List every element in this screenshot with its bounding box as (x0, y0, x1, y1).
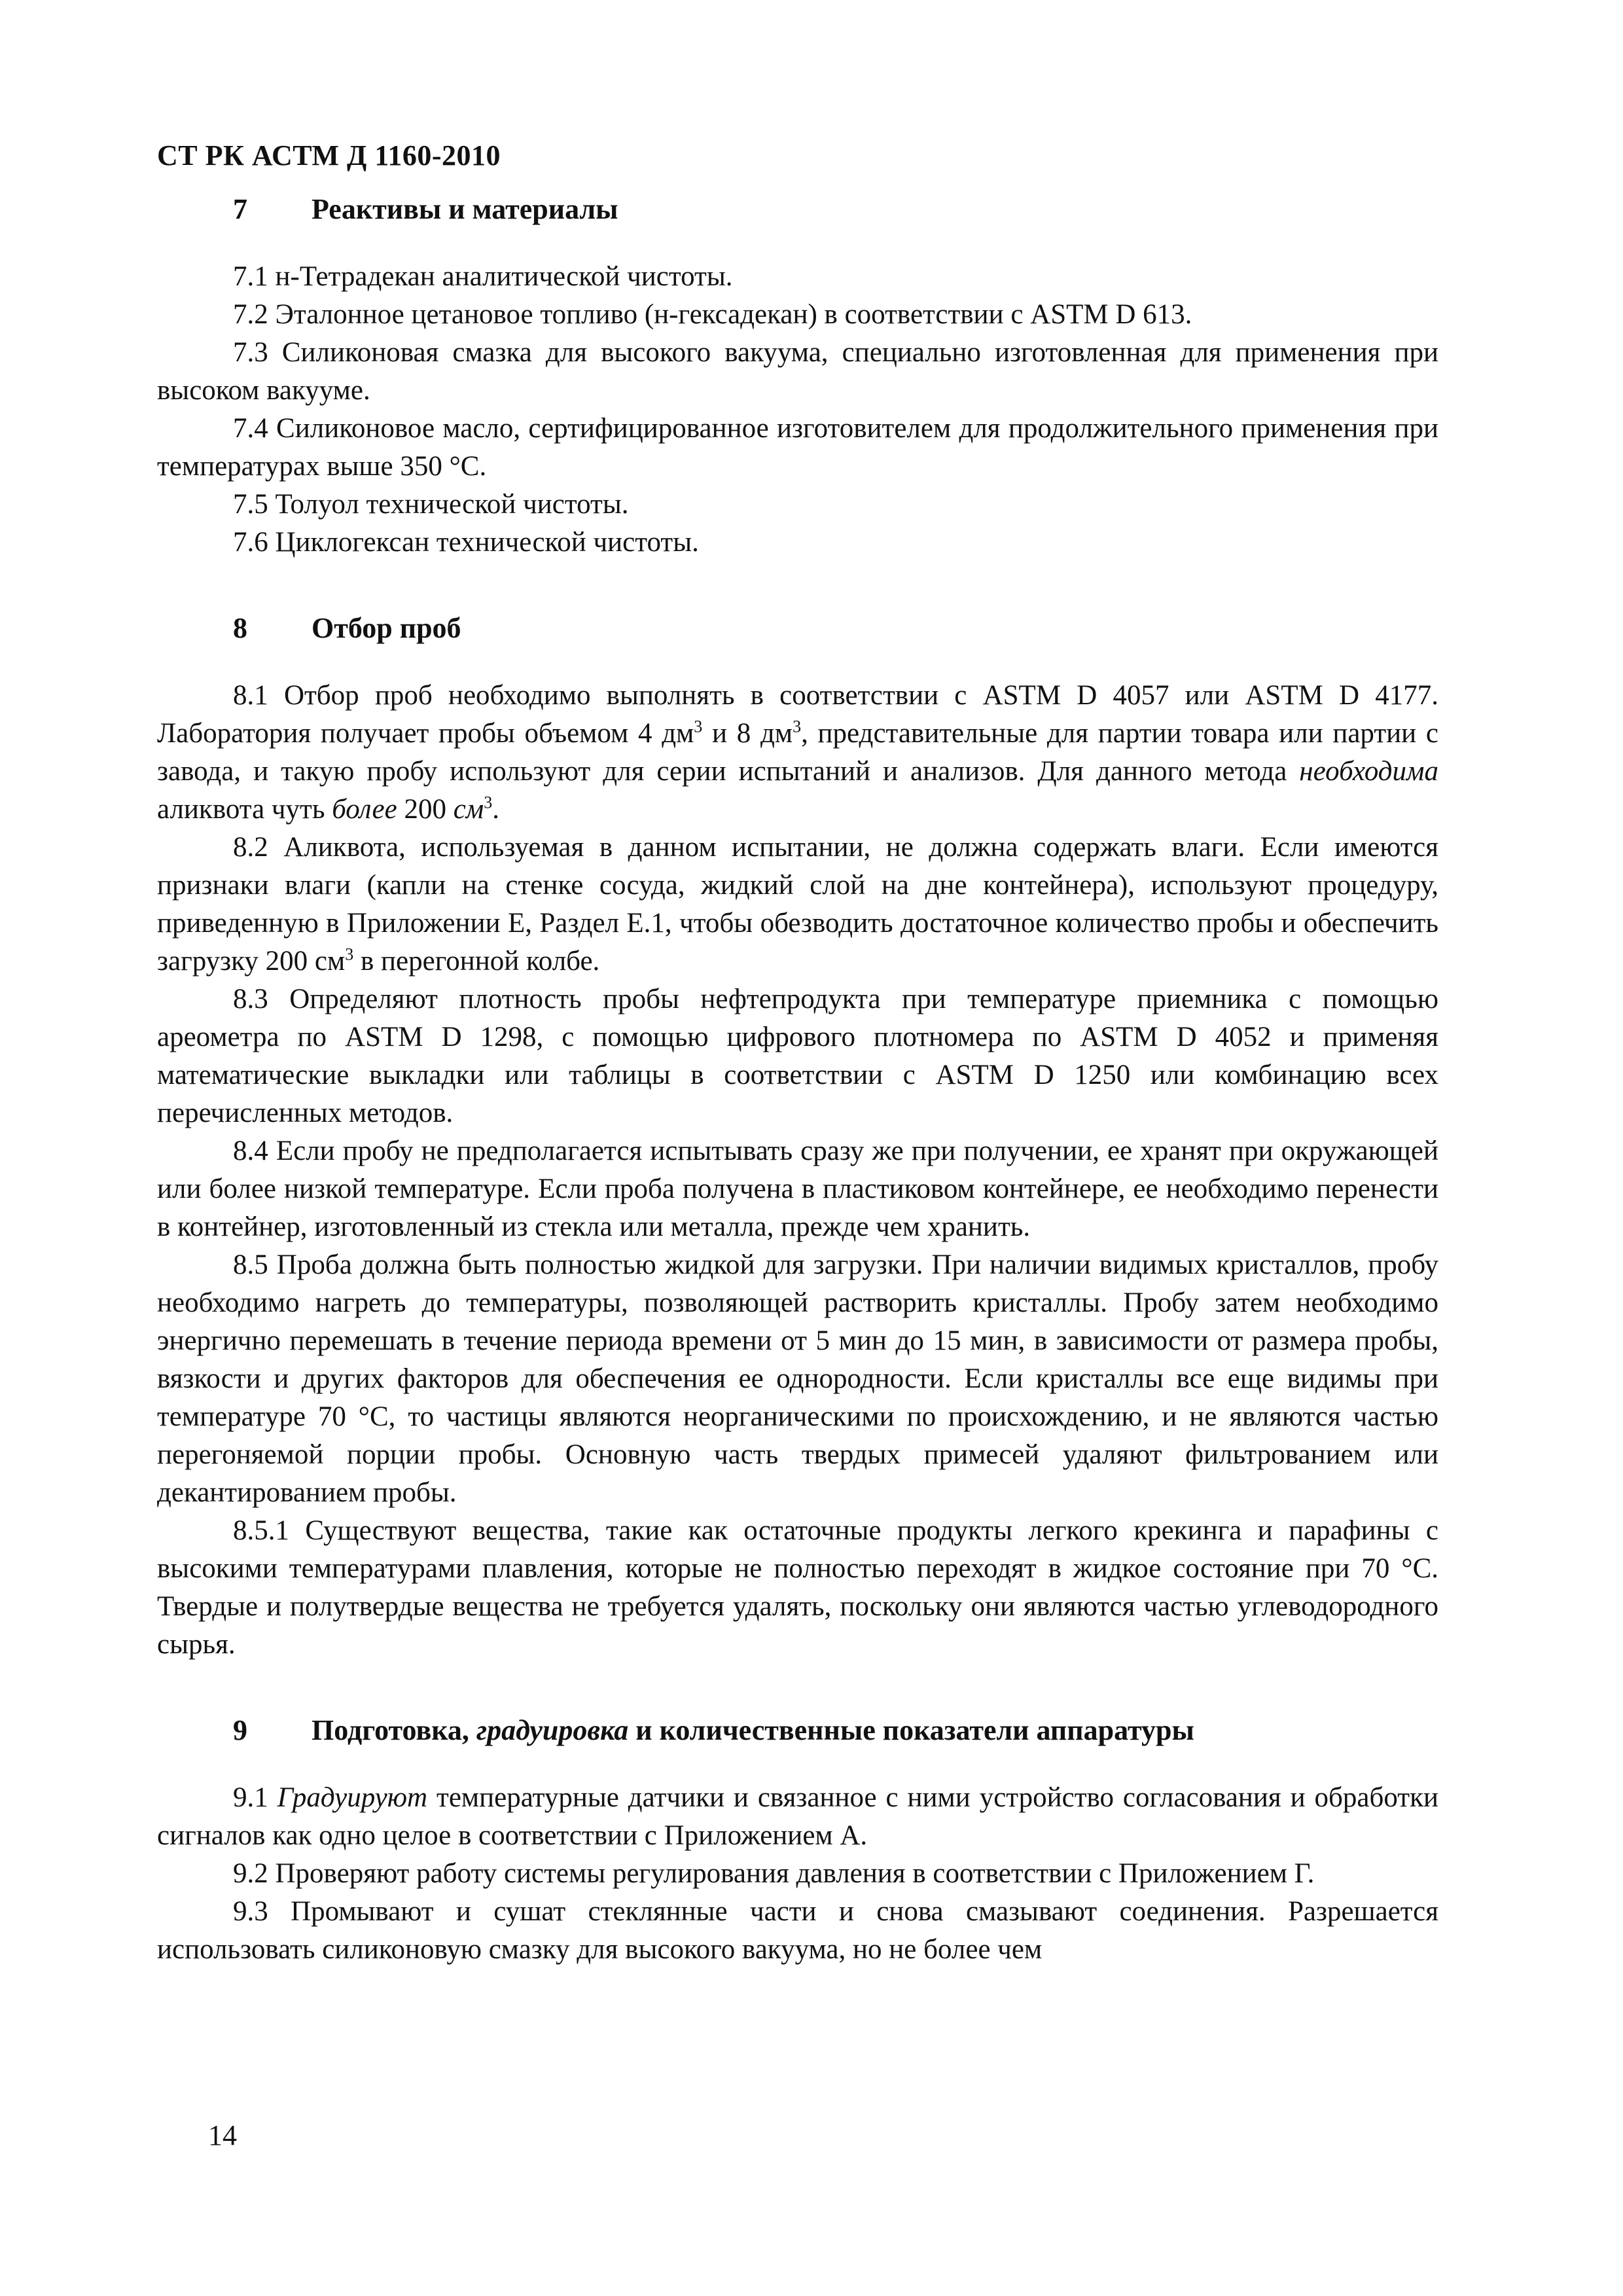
section-title: Подготовка, градуировка и количественные показатели аппаратуры (312, 1714, 1194, 1746)
section-heading-8 (157, 609, 1438, 648)
document-body (157, 190, 1438, 1969)
section-number: 7 (233, 193, 247, 225)
paragraph-8-5: 8.5 Проба должна быть полностью жидкой для загрузки. При наличии видимых кристаллов, пробу необходимо нагреть до температуры, позволяющей растворить кристаллы. Пробу затем необходимо энергично перемешать в течение периода времени от 5 мин до 15 мин, в зависимости от размера пробы, вязкости и других факторов для обеспечения ее однородности. Если кристаллы все еще видимы при температуре 70 °С, то частицы являются неорганическими по происхождению, и не являются частью перегоняемой порции пробы. Основную часть твердых примесей удаляют фильтрованием или декантированием пробы. (157, 1249, 1438, 1508)
paragraph-8-2: 8.2 Аликвота, используемая в данном испытании, не должна содержать влаги. Если имеются признаки влаги (капли на стенке сосуда, жидкий слой на дне контейнера), используют процедуру, приведенную в Приложении Е, Раздел Е.1, чтобы обезводить достаточное количество пробы и обеспечить загрузку 200 $см^3$ в перегонной колбе. (157, 832, 1438, 977)
section-number: 9 (233, 1714, 247, 1746)
paragraph-9-2: 9.2 Проверяют работу системы регулирования давления в соответствии с Приложением Г. (233, 1858, 1315, 1889)
document-code-header: СТ РК АСТМ Д 1160-2010 (157, 139, 501, 171)
section-heading-9 (157, 1711, 1438, 1750)
paragraph-7-2: 7.2 Эталонное цетановое топливо (н-гексадекан) в соответствии с ASTM D 613. (233, 299, 1192, 330)
paragraph-9-3: 9.3 Промывают и сушат стеклянные части и снова смазывают соединения. Разрешается использовать силиконовую смазку для высокого вакуума, но не более чем (157, 1896, 1438, 1965)
paragraph-8-5-1: 8.5.1 Существуют вещества, такие как остаточные продукты легкого крекинга и парафины с высокими температурами плавления, которые не полностью переходят в жидкое состояние при 70 °С. Твердые и полутвердые вещества не требуется удалять, поскольку они являются частью углеводородного сырья. (157, 1515, 1438, 1660)
page-number: 14 (208, 2119, 237, 2151)
paragraph-7-5: 7.5 Толуол технической чистоты. (233, 489, 629, 520)
paragraph-7-6: 7.6 Циклогексан технической чистоты. (233, 527, 699, 558)
section-title: Реактивы и материалы (312, 193, 618, 225)
paragraph-7-4: 7.4 Силиконовое масло, сертифицированное изготовителем для продолжительного применения при температурах выше 350 °С. (157, 413, 1438, 482)
section-heading-7 (157, 190, 1438, 229)
section-title: Отбор проб (312, 612, 461, 644)
paragraph-8-4: 8.4 Если пробу не предполагается испытывать сразу же при получении, ее хранят при окружающей или более низкой температуре. Если проба получена в пластиковом контейнере, ее необходимо перенести в контейнер, изготовленный из стекла или металла, прежде чем хранить. (157, 1136, 1438, 1242)
section-number: 8 (233, 612, 247, 644)
paragraph-8-1: 8.1 Отбор проб необходимо выполнять в соответствии с ASTM D 4057 или ASTM D 4177. Лаборатория получает пробы объемом 4 $дм^3$ и 8 $дм^3$, представительные для партии товара или партии с завода, и такую пробу используют для серии испытаний и анализов. Для данного метода необходима аликвота чуть более 200 $см^3$. (157, 680, 1438, 825)
paragraph-8-3: 8.3 Определяют плотность пробы нефтепродукта при температуре приемника с помощью ареометра по ASTM D 1298, с помощью цифрового плотномера по ASTM D 4052 и применяя математические выкладки или таблицы в соответствии с ASTM D 1250 или комбинацию всех перечисленных методов. (157, 984, 1438, 1128)
paragraph-9-1: 9.1 Градуируют температурные датчики и связанное с ними устройство согласования и обработки сигналов как одно целое в соответствии с Приложением А. (157, 1782, 1439, 1851)
paragraph-7-3: 7.3 Силиконовая смазка для высокого вакуума, специально изготовленная для применения при высоком вакууме. (157, 337, 1438, 406)
paragraph-7-1: 7.1 н-Тетрадекан аналитической чистоты. (233, 261, 733, 292)
